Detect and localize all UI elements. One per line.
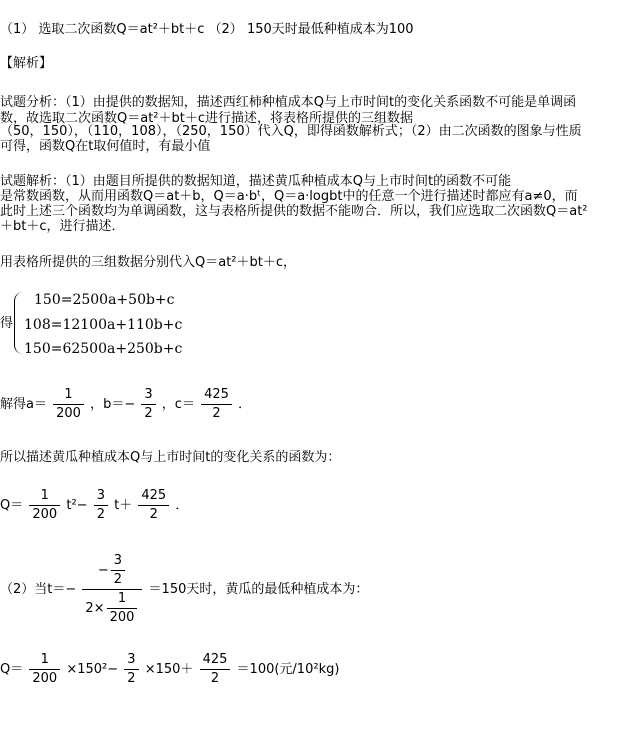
analysis-title: 【解析】 bbox=[0, 56, 53, 71]
so-line: 所以描述黄瓜种植成本Q与上市时间t的变化关系的函数为： bbox=[0, 450, 341, 465]
frac-a: $\frac{1}{200}$ bbox=[53, 386, 84, 423]
answer-line: （1） 选取二次函数Q＝at²＋bt＋c （2） 150天时最低种植成本为100 bbox=[0, 22, 414, 37]
analysis-line-2: 数，故选取二次函数Q＝at²＋bt＋c进行描述，将表格所提供的三组数据 bbox=[0, 111, 414, 126]
frac-final-c: $\frac{425}{2}$ bbox=[200, 651, 231, 688]
final-line: Q＝ $\frac{1}{200}$ ×150²− $\frac{3}{2}$ ×150＋ $\frac{425}{2}$ ＝100(元/10²kg) bbox=[0, 652, 340, 686]
frac-q-c: $\frac{425}{2}$ bbox=[138, 487, 169, 524]
analysis-line-3: （50，150），（110，108），（250，150）代入Q，即得函数解析式；（2）由二次函数的图象与性质 bbox=[0, 124, 582, 139]
frac-q-b: $\frac{3}{2}$ bbox=[94, 487, 108, 524]
frac-q-a: $\frac{1}{200}$ bbox=[29, 487, 60, 524]
part2-line: （2）当t＝− − $\frac{3}{2}$ 2× $\frac{1}{200}$ ＝150天时，黄瓜的最低种植成本为： bbox=[0, 553, 369, 625]
frac-final-a: $\frac{1}{200}$ bbox=[29, 651, 60, 688]
analysis-line-1: 试题分析：（1）由提供的数据知，描述西红柿种植成本Q与上市时间t的变化关系函数不可能是单调函 bbox=[0, 95, 577, 110]
de-label: 得 bbox=[0, 316, 14, 331]
q-function-line: Q＝ $\frac{1}{200}$ t²− $\frac{3}{2}$ t＋ $\frac{425}{2}$ ． bbox=[0, 488, 189, 522]
frac-c: $\frac{425}{2}$ bbox=[201, 386, 232, 423]
left-brace bbox=[14, 292, 23, 354]
substitute-line: 用表格所提供的三组数据分别代入Q＝at²＋bt＋c， bbox=[0, 255, 297, 270]
frac-b: $\frac{3}{2}$ bbox=[141, 386, 155, 423]
equation-3: 150=62500a+250b+c bbox=[24, 341, 183, 357]
analysis-line-4: 可得，函数Q在t取何值时，有最小值 bbox=[0, 139, 211, 154]
frac-final-b: $\frac{3}{2}$ bbox=[124, 651, 138, 688]
frac-vertex: − $\frac{3}{2}$ 2× $\frac{1}{200}$ bbox=[82, 552, 142, 627]
solution-line-4: ＋bt＋c，进行描述． bbox=[0, 219, 125, 234]
solution-line-3: 此时上述三个函数均为单调函数，这与表格所提供的数据不能吻合．所以，我们应选取二次函数Q＝at² bbox=[0, 204, 588, 219]
solution-line-1: 试题解析：（1）由题目所提供的数据知道，描述黄瓜种植成本Q与上市时间t的函数不可能 bbox=[0, 174, 512, 189]
equation-2: 108=12100a+110b+c bbox=[24, 317, 183, 333]
equation-1: 150=2500a+50b+c bbox=[34, 292, 175, 308]
solve-line: 解得a＝ $\frac{1}{200}$ ，b＝− $\frac{3}{2}$ ，c＝ $\frac{425}{2}$ ． bbox=[0, 387, 252, 421]
solution-line-2: 是常数函数，从而用函数Q＝at＋b，Q＝a·bᵗ，Q＝a·logbt中的任意一个进行描述时都应有a≠0，而 bbox=[0, 189, 578, 204]
